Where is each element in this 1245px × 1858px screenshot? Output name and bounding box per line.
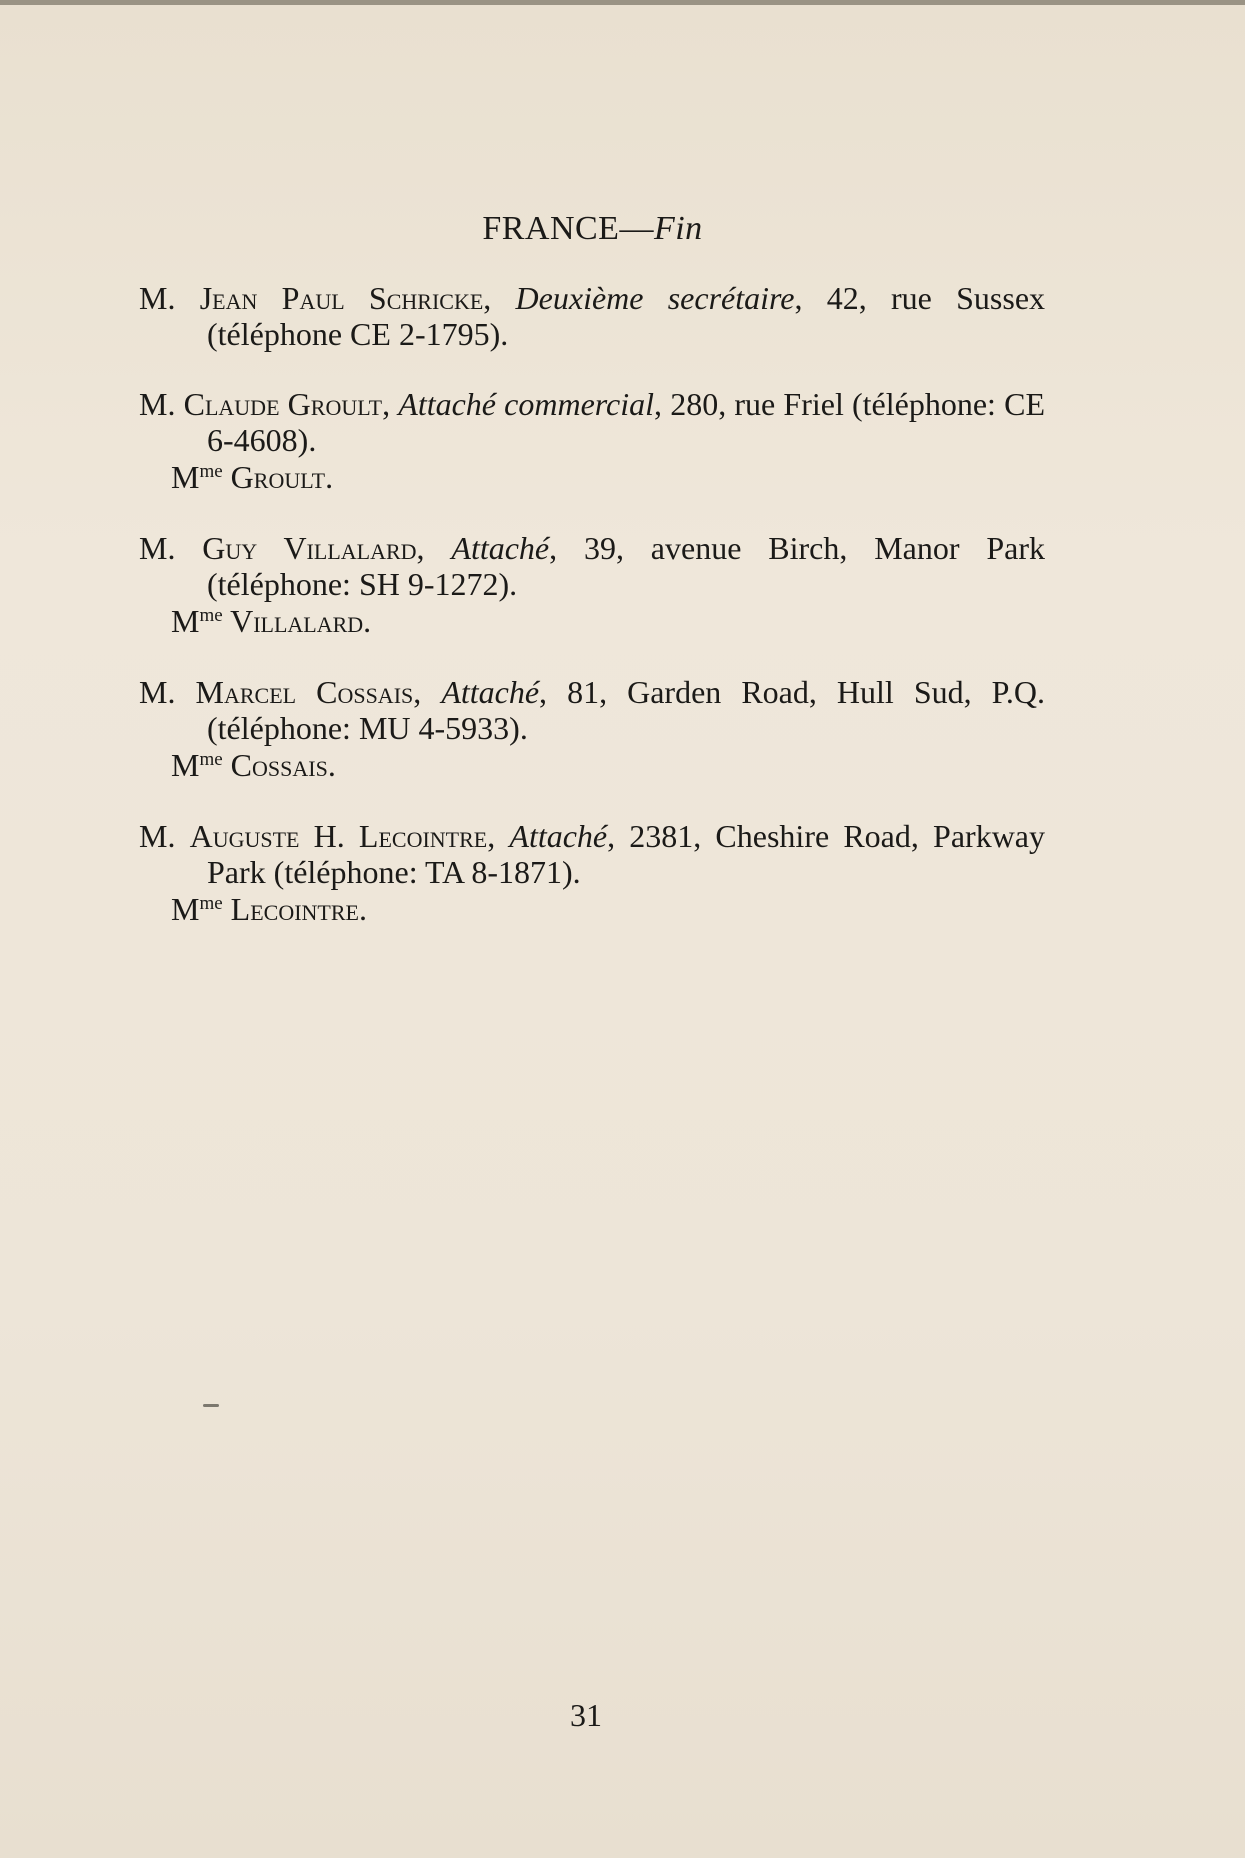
ink-speck <box>203 1404 219 1407</box>
entry-prefix: M. <box>139 530 203 566</box>
spouse-name: Lecointre. <box>222 891 367 927</box>
spouse-line <box>139 746 1045 784</box>
spouse-superscript: me <box>199 893 223 914</box>
entry-separator: , <box>382 386 399 422</box>
spouse-superscript: me <box>199 749 223 770</box>
entry-details: , 42, rue Sussex (téléphone CE 2-1795). <box>207 280 1046 352</box>
entry-prefix: M. <box>139 674 196 710</box>
spouse-superscript: me <box>199 461 223 482</box>
spouse-line <box>139 602 1045 640</box>
entry-text <box>139 674 1045 746</box>
entry-details: , 2381, Cheshire Road, Parkway Park (téléphone: TA 8-1871). <box>207 818 1046 890</box>
heading-suffix: Fin <box>653 210 703 247</box>
entry-name: Claude Groult <box>183 386 383 422</box>
page-number: 31 <box>570 1697 602 1733</box>
entry-text <box>139 530 1045 602</box>
entry-title: Attaché <box>451 530 550 566</box>
spouse-line <box>139 458 1045 496</box>
entry-prefix: M. <box>139 386 184 422</box>
top-edge-rule <box>0 0 1245 5</box>
list-item <box>139 280 1045 352</box>
list-item <box>139 674 1045 784</box>
entry-name: Auguste H. Lecointre <box>189 818 488 854</box>
entry-name: Marcel Cossais <box>195 674 414 710</box>
entry-text <box>139 818 1045 890</box>
spouse-name: Cossais. <box>222 747 336 783</box>
spouse-line <box>139 890 1045 928</box>
spouse-prefix: M <box>171 891 200 927</box>
heading-country: FRANCE— <box>482 210 654 247</box>
entry-name: Guy Villalard <box>202 530 417 566</box>
spouse-name: Groult. <box>222 459 334 495</box>
entry-title: Attaché commercial <box>398 386 655 422</box>
entry-details: , 280, rue Friel (téléphone: CE 6-4608). <box>207 386 1046 458</box>
entry-title: Deuxième secrétaire <box>515 280 795 316</box>
entry-title: Attaché <box>509 818 608 854</box>
list-item <box>139 530 1045 640</box>
list-item <box>139 386 1045 496</box>
entry-separator: , <box>487 818 510 854</box>
entry-separator: , <box>483 280 516 316</box>
spouse-prefix: M <box>171 603 200 639</box>
entry-text <box>139 386 1045 458</box>
entry-details: , 81, Garden Road, Hull Sud, P.Q. (téléphone: MU 4-5933). <box>207 674 1046 746</box>
entry-prefix: M. <box>139 818 190 854</box>
entry-name: Jean Paul Schricke <box>199 280 484 316</box>
spouse-prefix: M <box>171 459 200 495</box>
section-heading <box>0 210 1185 248</box>
spouse-prefix: M <box>171 747 200 783</box>
diplomatic-list <box>139 280 1045 962</box>
entry-separator: , <box>413 674 442 710</box>
entry-title: Attaché <box>441 674 540 710</box>
entry-text <box>139 280 1045 352</box>
entry-prefix: M. <box>139 280 200 316</box>
entry-separator: , <box>416 530 452 566</box>
entry-details: , 39, avenue Birch, Manor Park (téléphone: SH 9-1272). <box>207 530 1046 602</box>
spouse-name: Villalard. <box>222 603 372 639</box>
list-item <box>139 818 1045 928</box>
spouse-superscript: me <box>199 605 223 626</box>
